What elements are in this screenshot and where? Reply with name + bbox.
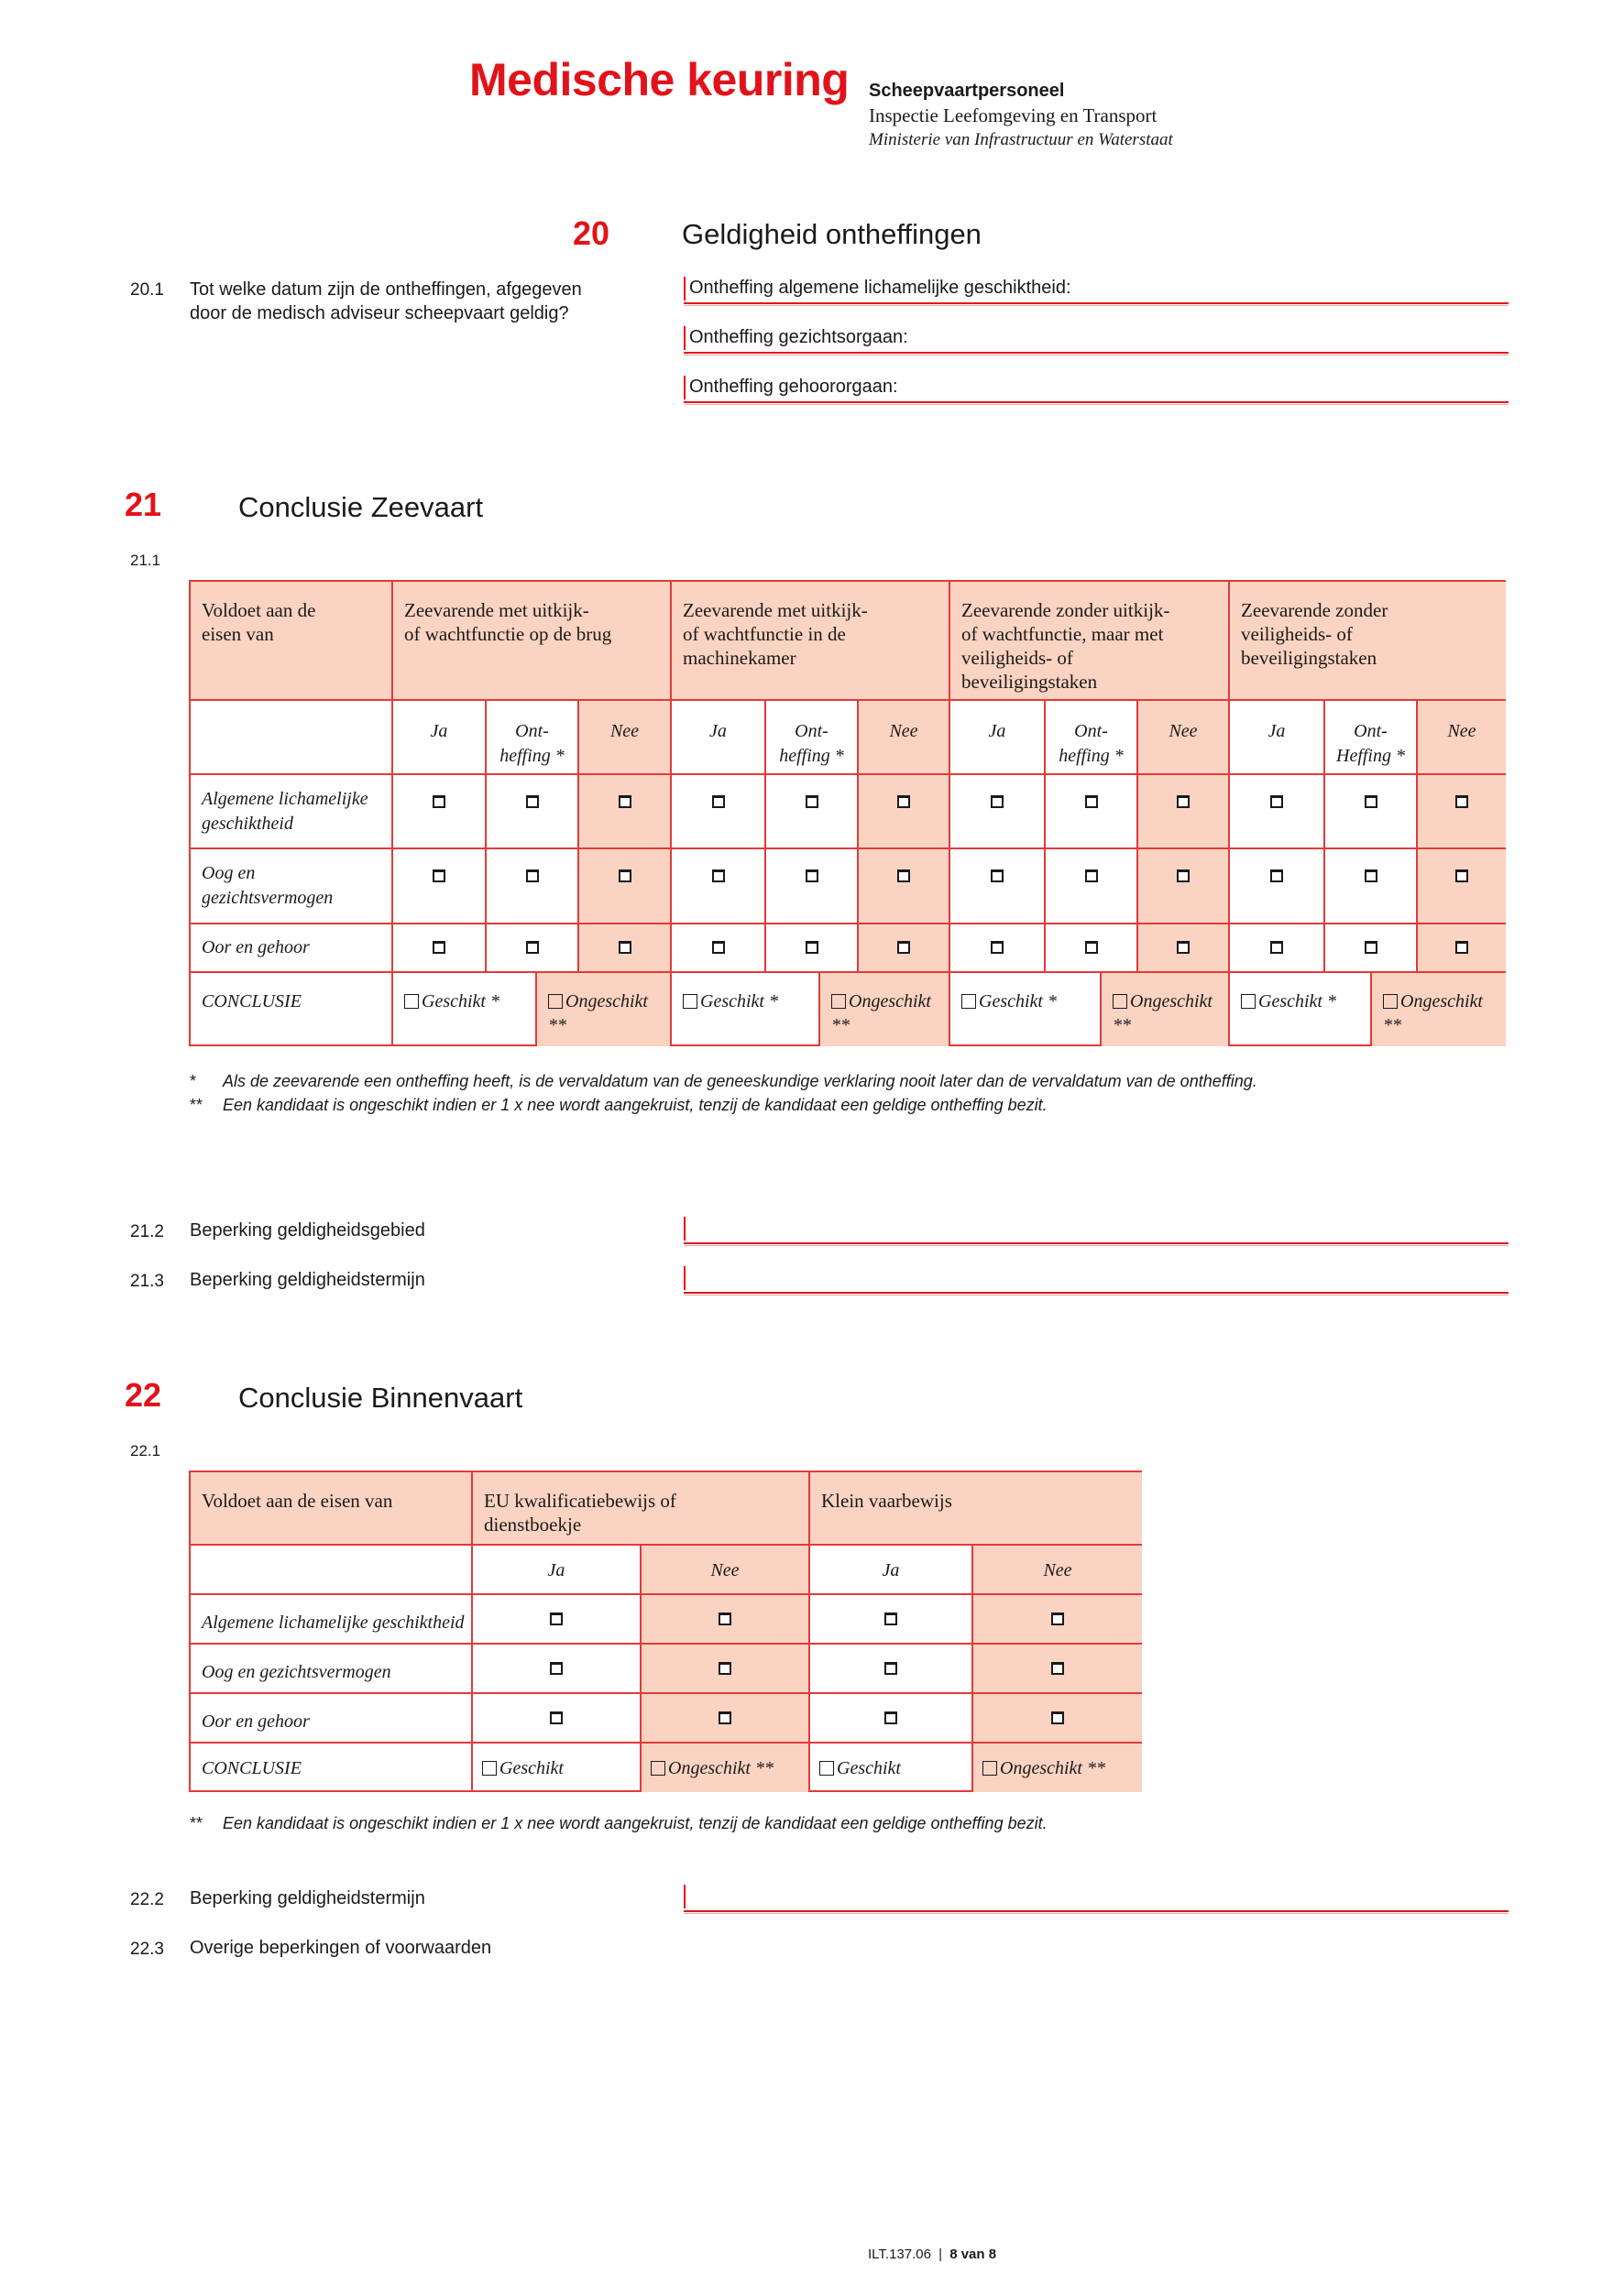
checkbox-cell[interactable] <box>672 775 766 849</box>
question-21-3-label: Beperking geldigheidstermijn <box>190 1270 425 1290</box>
document-code: ILT.137.06 <box>868 2247 931 2262</box>
validity-area-restriction-field[interactable] <box>684 1217 1509 1244</box>
field-label: Ontheffing gehoororgaan: <box>689 377 898 397</box>
conclusion-geschikt-option[interactable] <box>1230 973 1372 1046</box>
subheader-nee <box>1138 701 1230 775</box>
header-line: Zeevarende zonder uitkijk- <box>961 599 1170 621</box>
checkbox-cell[interactable] <box>487 775 579 849</box>
question-22-2-label: Beperking geldigheidstermijn <box>190 1888 425 1908</box>
section-22-title: Conclusie Binnenvaart <box>238 1382 523 1414</box>
checkbox-cell[interactable] <box>1418 849 1506 924</box>
header-line: dienstboekje <box>484 1514 582 1536</box>
header-line: of wachtfunctie in de <box>683 623 846 645</box>
checkbox-cell[interactable] <box>1138 775 1230 849</box>
subheader-nee <box>1418 701 1506 775</box>
conclusion-geschikt-option[interactable] <box>672 973 820 1046</box>
checkbox-icon[interactable] <box>1455 795 1468 808</box>
subheader-label: Ja <box>882 1560 900 1580</box>
table-corner-header <box>191 582 393 701</box>
subheader-label: Ont- <box>515 721 549 741</box>
row-label-line: Oor en gehoor <box>202 1711 310 1732</box>
checkbox-icon[interactable] <box>1365 941 1377 954</box>
question-21-2-label: Beperking geldigheidsgebied <box>190 1220 425 1241</box>
checkbox-icon[interactable] <box>819 1761 834 1776</box>
subheader-label: Nee <box>1447 721 1476 741</box>
text-caret <box>684 1266 686 1290</box>
header-line: Zeevarende zonder <box>1241 599 1388 621</box>
subheader-label: heffing * <box>1059 746 1124 766</box>
checkbox-cell[interactable] <box>642 1645 810 1694</box>
header-line: Zeevarende met uitkijk- <box>683 599 868 621</box>
row-label-line: Algemene lichamelijke <box>202 788 368 809</box>
checkbox-cell[interactable] <box>473 1645 642 1694</box>
section-22-number: 22 <box>125 1376 162 1414</box>
subheader-ja <box>473 1546 642 1595</box>
section-21-number: 21 <box>125 486 162 523</box>
checkbox-icon[interactable] <box>1113 994 1127 1009</box>
checkbox-icon[interactable] <box>526 941 539 954</box>
subheader-ja <box>1230 701 1325 775</box>
question-20-1-text <box>190 278 582 325</box>
footnote-binnenvaart <box>190 1814 1048 1833</box>
ministry-name: Ministerie van Infrastructuur en Waterstaat <box>869 130 1173 149</box>
checkbox-cell[interactable] <box>1418 924 1506 973</box>
checkbox-cell[interactable] <box>642 1595 810 1645</box>
row-label-line: gezichtsvermogen <box>202 888 334 908</box>
row-label-general-fitness <box>191 775 393 849</box>
option-label: Ongeschikt <box>849 991 931 1011</box>
checkbox-icon[interactable] <box>961 994 976 1009</box>
conclusion-geschikt-option[interactable] <box>950 973 1102 1046</box>
footnote-mark: * <box>190 1072 197 1090</box>
footnote-mark: ** <box>190 1096 203 1114</box>
checkbox-icon[interactable] <box>433 941 445 954</box>
question-21-3-number: 21.3 <box>130 1272 164 1291</box>
checkbox-icon[interactable] <box>548 994 563 1009</box>
checkbox-cell[interactable] <box>1138 849 1230 924</box>
text-caret <box>684 1217 686 1241</box>
checkbox-cell[interactable] <box>973 1595 1142 1645</box>
subheader-ontheffing <box>487 701 579 775</box>
checkbox-icon[interactable] <box>619 795 631 808</box>
checkbox-cell[interactable] <box>1325 849 1418 924</box>
checkbox-cell[interactable] <box>810 1645 973 1694</box>
checkbox-icon[interactable] <box>884 1613 897 1625</box>
subheader-nee <box>973 1546 1142 1595</box>
conclusion-geschikt-option[interactable] <box>473 1744 642 1792</box>
header-line: veiligheids- of <box>961 647 1073 669</box>
option-label: Ongeschikt <box>1130 991 1213 1011</box>
group-header-small-license <box>810 1472 1142 1546</box>
checkbox-cell[interactable] <box>766 849 859 924</box>
footnote-1 <box>190 1072 1257 1091</box>
checkbox-cell[interactable] <box>393 849 487 924</box>
checkbox-cell[interactable] <box>1230 924 1325 973</box>
conclusion-label <box>191 1744 473 1792</box>
text-caret <box>684 1885 686 1908</box>
header-line: Klein vaarbewijs <box>821 1490 952 1512</box>
checkbox-cell[interactable] <box>810 1595 973 1645</box>
option-label: Ongeschikt ** <box>668 1758 774 1778</box>
page-number: 8 van 8 <box>949 2247 997 2262</box>
document-subtitle: Scheepvaartpersoneel <box>869 81 1065 101</box>
checkbox-icon[interactable] <box>1085 869 1098 882</box>
exemption-hearing-field[interactable] <box>684 376 1509 403</box>
checkbox-icon[interactable] <box>719 1613 731 1625</box>
footnote-text: Als de zeevarende een ontheffing heeft, is de vervaldatum van de geneeskundige verklaring nooit later dan de vervaldatum van de ontheffing. <box>223 1072 1257 1090</box>
subheader-label: Ont- <box>795 721 828 741</box>
checkbox-cell[interactable] <box>1230 775 1325 849</box>
option-label: Geschikt * <box>422 991 499 1011</box>
question-22-2-number: 22.2 <box>130 1890 164 1909</box>
header-line: eisen van <box>202 623 274 645</box>
checkbox-icon[interactable] <box>806 795 818 808</box>
checkbox-cell[interactable] <box>1046 775 1138 849</box>
group-header-no-security-duties <box>1230 582 1506 701</box>
checkbox-icon[interactable] <box>806 941 818 954</box>
checkbox-cell[interactable] <box>766 924 859 973</box>
checkbox-cell[interactable] <box>473 1595 642 1645</box>
subheader-nee <box>642 1546 810 1595</box>
field-label: Ontheffing algemene lichamelijke geschiktheid: <box>689 278 1071 298</box>
header-line: beveiligingstaken <box>1241 647 1377 669</box>
conclusion-label <box>191 973 393 1046</box>
row-label-vision <box>191 1645 473 1694</box>
footnote-mark: ** <box>831 1015 850 1035</box>
field-label: Ontheffing gezichtsorgaan: <box>689 327 908 347</box>
checkbox-icon[interactable] <box>884 1662 897 1675</box>
checkbox-cell[interactable] <box>766 775 859 849</box>
conclusion-geschikt-option[interactable] <box>393 973 537 1046</box>
checkbox-icon[interactable] <box>1085 795 1098 808</box>
checkbox-icon[interactable] <box>897 941 910 954</box>
validity-term-restriction-field[interactable] <box>684 1266 1509 1294</box>
checkbox-icon[interactable] <box>526 795 539 808</box>
header-line: EU kwalificatiebewijs of <box>484 1490 676 1512</box>
checkbox-icon[interactable] <box>619 941 631 954</box>
checkbox-icon[interactable] <box>550 1613 563 1625</box>
header-line: veiligheids- of <box>1241 623 1353 645</box>
conclusion-ongeschikt-option[interactable] <box>1372 973 1506 1046</box>
checkbox-icon[interactable] <box>683 994 697 1009</box>
question-20-1-line2: door de medisch adviseur scheepvaart geldig? <box>190 303 569 323</box>
footnote-mark: ** <box>1113 1015 1131 1035</box>
header-line: Zeevarende met uitkijk- <box>404 599 589 621</box>
option-label: Ongeschikt ** <box>1000 1758 1105 1778</box>
section-20-number: 20 <box>573 214 610 252</box>
subheader-label: Nee <box>1043 1560 1072 1580</box>
checkbox-cell[interactable] <box>859 849 950 924</box>
option-label: Geschikt <box>837 1758 901 1778</box>
option-label: Geschikt * <box>979 991 1057 1011</box>
checkbox-cell[interactable] <box>393 775 487 849</box>
header-line: beveiligingstaken <box>961 671 1098 693</box>
question-20-1-number: 20.1 <box>130 280 164 300</box>
checkbox-icon[interactable] <box>550 1711 563 1724</box>
checkbox-icon[interactable] <box>433 795 445 808</box>
checkbox-icon[interactable] <box>651 1761 665 1776</box>
checkbox-icon[interactable] <box>1241 994 1256 1009</box>
text-caret <box>684 277 686 301</box>
subheader-label: Ja <box>709 721 727 741</box>
checkbox-icon[interactable] <box>1177 869 1190 882</box>
subheader-ja <box>810 1546 973 1595</box>
row-label-line: Algemene lichamelijke geschiktheid <box>202 1612 465 1633</box>
header-line: Voldoet aan de eisen van <box>202 1490 393 1512</box>
footnote-mark: ** <box>190 1814 203 1832</box>
conclusion-ongeschikt-option[interactable] <box>1102 973 1230 1046</box>
option-label: Geschikt * <box>1258 991 1336 1011</box>
organization-name: Inspectie Leefomgeving en Transport <box>869 104 1158 126</box>
checkbox-icon[interactable] <box>550 1662 563 1675</box>
checkbox-icon[interactable] <box>526 869 539 882</box>
checkbox-icon[interactable] <box>884 1711 897 1724</box>
checkbox-icon[interactable] <box>1270 869 1283 882</box>
question-22-3-number: 22.3 <box>130 1940 164 1959</box>
conclusion-ongeschikt-option[interactable] <box>973 1744 1142 1792</box>
checkbox-icon[interactable] <box>719 1711 731 1724</box>
checkbox-cell[interactable] <box>473 1694 642 1744</box>
conclusion-ongeschikt-option[interactable] <box>537 973 672 1046</box>
group-header-eu-qualification <box>473 1472 810 1546</box>
conclusion-ongeschikt-option[interactable] <box>642 1744 810 1792</box>
header-line: Voldoet aan de <box>202 599 316 621</box>
checkbox-cell[interactable] <box>1418 775 1506 849</box>
document-title: Medische keuring <box>469 54 850 105</box>
text-caret <box>684 376 686 399</box>
subheader-label: Ja <box>430 721 448 741</box>
checkbox-cell[interactable] <box>1046 924 1138 973</box>
subheader-ja <box>672 701 766 775</box>
table-22-1-number: 22.1 <box>130 1442 161 1460</box>
checkbox-cell[interactable] <box>1046 849 1138 924</box>
subheader-label: Heffing * <box>1336 746 1405 766</box>
question-22-3-label: Overige beperkingen of voorwaarden <box>190 1938 492 1958</box>
checkbox-cell[interactable] <box>672 849 766 924</box>
question-20-1-line1: Tot welke datum zijn de ontheffingen, afgegeven <box>190 279 582 300</box>
checkbox-cell[interactable] <box>672 924 766 973</box>
checkbox-cell[interactable] <box>973 1694 1142 1744</box>
row-label-line: Oor en gehoor <box>202 937 310 957</box>
subheader-ja <box>393 701 487 775</box>
checkbox-icon[interactable] <box>1051 1662 1064 1675</box>
subheader-empty <box>191 701 393 775</box>
footnote-text: Een kandidaat is ongeschikt indien er 1 x nee wordt aangekruist, tenzij de kandidaat een geldige ontheffing bezit. <box>223 1814 1048 1832</box>
checkbox-icon[interactable] <box>897 795 910 808</box>
checkbox-icon[interactable] <box>991 795 1004 808</box>
group-header-security-duties <box>950 582 1230 701</box>
checkbox-cell[interactable] <box>487 849 579 924</box>
row-label-line: Oog en gezichtsvermogen <box>202 1661 391 1682</box>
row-label-hearing <box>191 1694 473 1744</box>
header-line: of wachtfunctie op de brug <box>404 623 612 645</box>
footnote-text: Een kandidaat is ongeschikt indien er 1 x nee wordt aangekruist, tenzij de kandidaat een geldige ontheffing bezit. <box>223 1096 1048 1114</box>
row-label-vision <box>191 849 393 924</box>
subheader-label: Nee <box>609 721 640 741</box>
conclusion-text: CONCLUSIE <box>202 991 302 1011</box>
checkbox-cell[interactable] <box>1138 924 1230 973</box>
checkbox-cell[interactable] <box>1230 849 1325 924</box>
checkbox-icon[interactable] <box>712 795 725 808</box>
checkbox-icon[interactable] <box>831 994 846 1009</box>
binnenvaart-validity-term-field[interactable] <box>684 1885 1509 1912</box>
row-label-line: geschiktheid <box>202 813 293 834</box>
checkbox-cell[interactable] <box>579 775 672 849</box>
checkbox-icon[interactable] <box>619 869 631 882</box>
subheader-ja <box>950 701 1046 775</box>
subheader-label: Ont- <box>1074 721 1108 741</box>
subheader-empty <box>191 1546 473 1595</box>
subheader-nee <box>859 701 950 775</box>
header-line: machinekamer <box>683 647 796 669</box>
conclusion-ongeschikt-option[interactable] <box>820 973 950 1046</box>
checkbox-cell[interactable] <box>1325 775 1418 849</box>
footnote-mark: ** <box>1383 1015 1401 1035</box>
row-label-hearing <box>191 924 393 973</box>
table-corner-header <box>191 1472 473 1546</box>
row-label-line: Oog en <box>202 863 256 883</box>
checkbox-icon[interactable] <box>1177 941 1190 954</box>
checkbox-cell[interactable] <box>1325 924 1418 973</box>
subheader-ontheffing <box>1046 701 1138 775</box>
zeevaart-conclusion-table <box>189 580 1506 1046</box>
checkbox-icon[interactable] <box>1455 941 1468 954</box>
checkbox-icon[interactable] <box>991 941 1004 954</box>
checkbox-icon[interactable] <box>1365 795 1377 808</box>
checkbox-icon[interactable] <box>482 1761 497 1776</box>
checkbox-icon[interactable] <box>982 1761 997 1776</box>
subheader-label: Ja <box>1267 721 1286 741</box>
checkbox-cell[interactable] <box>859 775 950 849</box>
option-label: Geschikt * <box>700 991 778 1011</box>
table-21-1-number: 21.1 <box>130 552 161 569</box>
checkbox-cell[interactable] <box>393 924 487 973</box>
group-header-engine-room-watch <box>672 582 950 701</box>
subheader-label: Nee <box>889 721 918 741</box>
subheader-label: Ja <box>547 1560 565 1580</box>
row-label-general-fitness <box>191 1595 473 1645</box>
checkbox-icon[interactable] <box>806 869 818 882</box>
checkbox-icon[interactable] <box>712 941 725 954</box>
checkbox-cell[interactable] <box>950 849 1046 924</box>
text-caret <box>684 326 686 350</box>
checkbox-cell[interactable] <box>950 924 1046 973</box>
checkbox-icon[interactable] <box>1177 795 1190 808</box>
checkbox-icon[interactable] <box>897 869 910 882</box>
checkbox-icon[interactable] <box>1051 1613 1064 1625</box>
conclusion-text: CONCLUSIE <box>202 1758 302 1778</box>
header-line: of wachtfunctie, maar met <box>961 623 1164 645</box>
checkbox-icon[interactable] <box>712 869 725 882</box>
checkbox-cell[interactable] <box>579 924 672 973</box>
checkbox-cell[interactable] <box>859 924 950 973</box>
checkbox-cell[interactable] <box>487 924 579 973</box>
checkbox-cell[interactable] <box>579 849 672 924</box>
group-header-bridge-watch <box>393 582 672 701</box>
binnenvaart-conclusion-table <box>189 1471 1142 1792</box>
checkbox-icon[interactable] <box>1383 994 1398 1009</box>
checkbox-icon[interactable] <box>1270 795 1283 808</box>
checkbox-icon[interactable] <box>1270 941 1283 954</box>
subheader-label: Ont- <box>1354 721 1388 741</box>
checkbox-icon[interactable] <box>1051 1711 1064 1724</box>
checkbox-cell[interactable] <box>973 1645 1142 1694</box>
option-label: Ongeschikt <box>565 991 648 1011</box>
subheader-label: heffing * <box>499 746 565 766</box>
section-20-title: Geldigheid ontheffingen <box>682 218 982 250</box>
subheader-label: Nee <box>710 1560 740 1580</box>
conclusion-geschikt-option[interactable] <box>810 1744 973 1792</box>
exemption-vision-field[interactable] <box>684 326 1509 354</box>
exemption-general-fitness-field[interactable] <box>684 277 1509 304</box>
subheader-label: Ja <box>988 721 1006 741</box>
checkbox-icon[interactable] <box>1365 869 1377 882</box>
subheader-label: Nee <box>1169 721 1198 741</box>
footnote-2 <box>190 1096 1048 1115</box>
checkbox-cell[interactable] <box>642 1694 810 1744</box>
checkbox-icon[interactable] <box>1085 941 1098 954</box>
option-label: Ongeschikt <box>1400 991 1483 1011</box>
checkbox-icon[interactable] <box>433 869 445 882</box>
footnote-mark: ** <box>548 1015 566 1035</box>
checkbox-icon[interactable] <box>991 869 1004 882</box>
subheader-label: heffing * <box>779 746 844 766</box>
footer-separator: | <box>938 2247 943 2262</box>
checkbox-icon[interactable] <box>1455 869 1468 882</box>
page-footer <box>868 2247 996 2262</box>
option-label: Geschikt <box>499 1758 564 1778</box>
checkbox-cell[interactable] <box>950 775 1046 849</box>
checkbox-cell[interactable] <box>810 1694 973 1744</box>
subheader-ontheffing <box>766 701 859 775</box>
subheader-ontheffing <box>1325 701 1418 775</box>
checkbox-icon[interactable] <box>719 1662 731 1675</box>
question-21-2-number: 21.2 <box>130 1222 164 1241</box>
section-21-title: Conclusie Zeevaart <box>238 491 484 523</box>
subheader-nee <box>579 701 672 775</box>
checkbox-icon[interactable] <box>404 994 419 1009</box>
